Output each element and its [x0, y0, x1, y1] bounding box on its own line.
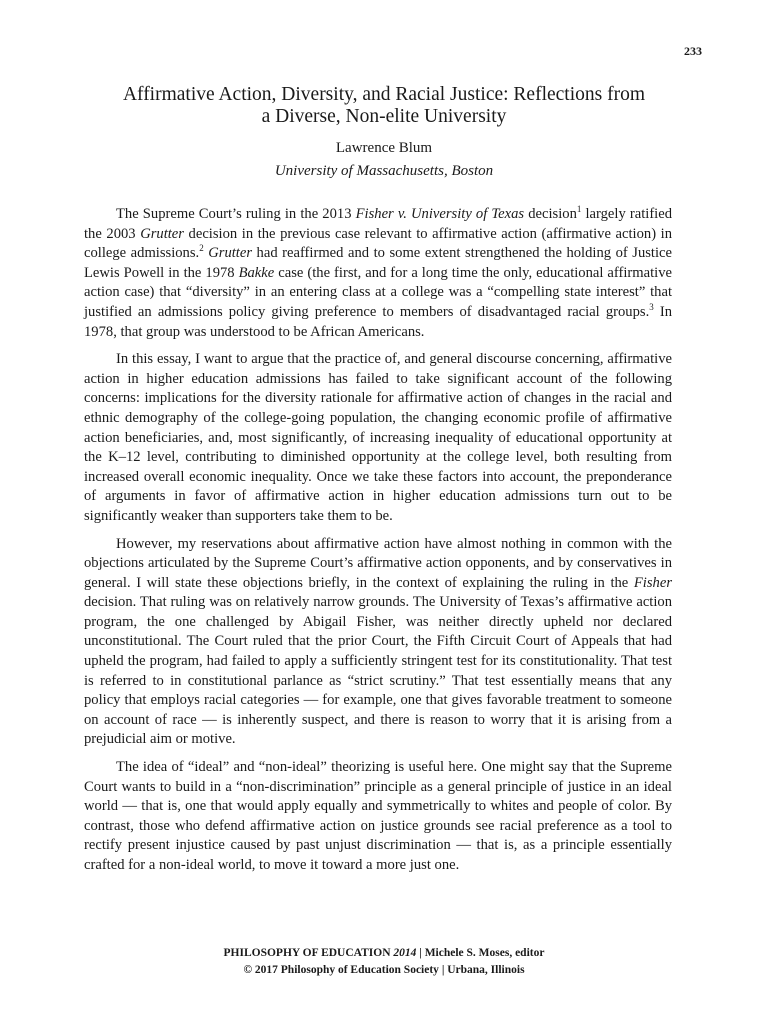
author: Lawrence Blum — [335, 140, 433, 156]
title-line-2: a Diverse, Non-elite University — [261, 106, 507, 127]
footer-line-2: © 2017 Philosophy of Education Society | Urbana, Illinois — [243, 964, 525, 976]
affiliation: University of Massachusetts, Boston — [274, 163, 494, 179]
footnote-ref-1[interactable]: 1 — [576, 204, 582, 215]
title-line-1: Affirmative Action, Diversity, and Racial Justice: Reflections from — [122, 84, 646, 105]
paragraph-3: However, my reservations about affirmative action have almost nothing in common with the objections articulated by the Supreme Court’s affirmative action opponents, and by conservatives in general. I will state these objections briefly, in the context of explaining the ruling in the Fisher decision. That ruling was on relatively narrow grounds. The University of Texas’s affirmative action program, the one challenged by Abigail Fisher, was neither directly upheld nor declared unconstitutional. The Court ruled that the prior Court, the Fifth Circuit Court of Appeals that had upheld the program, had failed to apply a sufficiently stringent test for its constitutionality. That test is referred to in constitutional parlance as “strict scrutiny.” That test essentially means that any policy that employs racial categories — for example, one that gives favorable treatment to someone on account of race — is inherently suspect, and there is reason to worry that it is arising from a prejudicial aim or motive. — [84, 535, 672, 748]
title-block — [84, 84, 684, 180]
paragraph-4: The idea of “ideal” and “non-ideal” theorizing is useful here. One might say that the Supreme Court wants to build in a “non-discrimination” principle as a general principle of justice in an ideal world — that is, one that would apply equally and symmetrically to whites and people of color. By contrast, those who defend affirmative action on justice grounds see racial preference as a tool to rectify present injustice caused by past unjust discrimination — that is, as a principle essentially crafted for a non-ideal world, to move it toward a more just one. — [84, 759, 672, 873]
article-title — [84, 84, 684, 128]
footer-line-1: PHILOSOPHY OF EDUCATION 2014 | Michele S. Moses, editor — [223, 947, 545, 959]
paragraph-2: In this essay, I want to argue that the practice of, and general discourse concerning, affirmative action in higher education admissions has failed to take significant account of the following concerns: implications for the diversity rationale for affirmative action of changes in the racial and ethnic demography of the college-going population, the changing economic profile of affirmative action beneficiaries, and, most significantly, of increasing inequality of educational opportunity at the K–12 level, contributing to diminished opportunity at the college level, both resulting from increased overall economic inequality. Once we take these factors into account, the preponderance of arguments in favor of affirmative action in higher education admissions turn out to be significantly weaker than supporters take them to be. — [84, 351, 672, 524]
page-number: 233 — [684, 44, 702, 58]
paragraph-1: The Supreme Court’s ruling in the 2013 Fisher v. University of Texas decision$^1$ largely ratified the 2003 Grutter decision in the previous case relevant to affirmative action (affirmative action) in college admissions.$^2$ Grutter had reaffirmed and to some extent strengthened the holding of Justice Lewis Powell in the 1978 Bakke case (the first, and for a long time the only, educational affirmative action case) that “diversity” in an entering class at a college was a “compelling state interest” that justified an admissions policy giving preference to members of disadvantaged racial groups.$^3$ In 1978, that group was understood to be African Americans. — [84, 204, 673, 340]
page-footer — [84, 945, 684, 979]
article-body — [84, 205, 672, 884]
footnote-ref-3[interactable]: 3 — [649, 302, 654, 313]
footnote-ref-2[interactable]: 2 — [199, 243, 204, 254]
